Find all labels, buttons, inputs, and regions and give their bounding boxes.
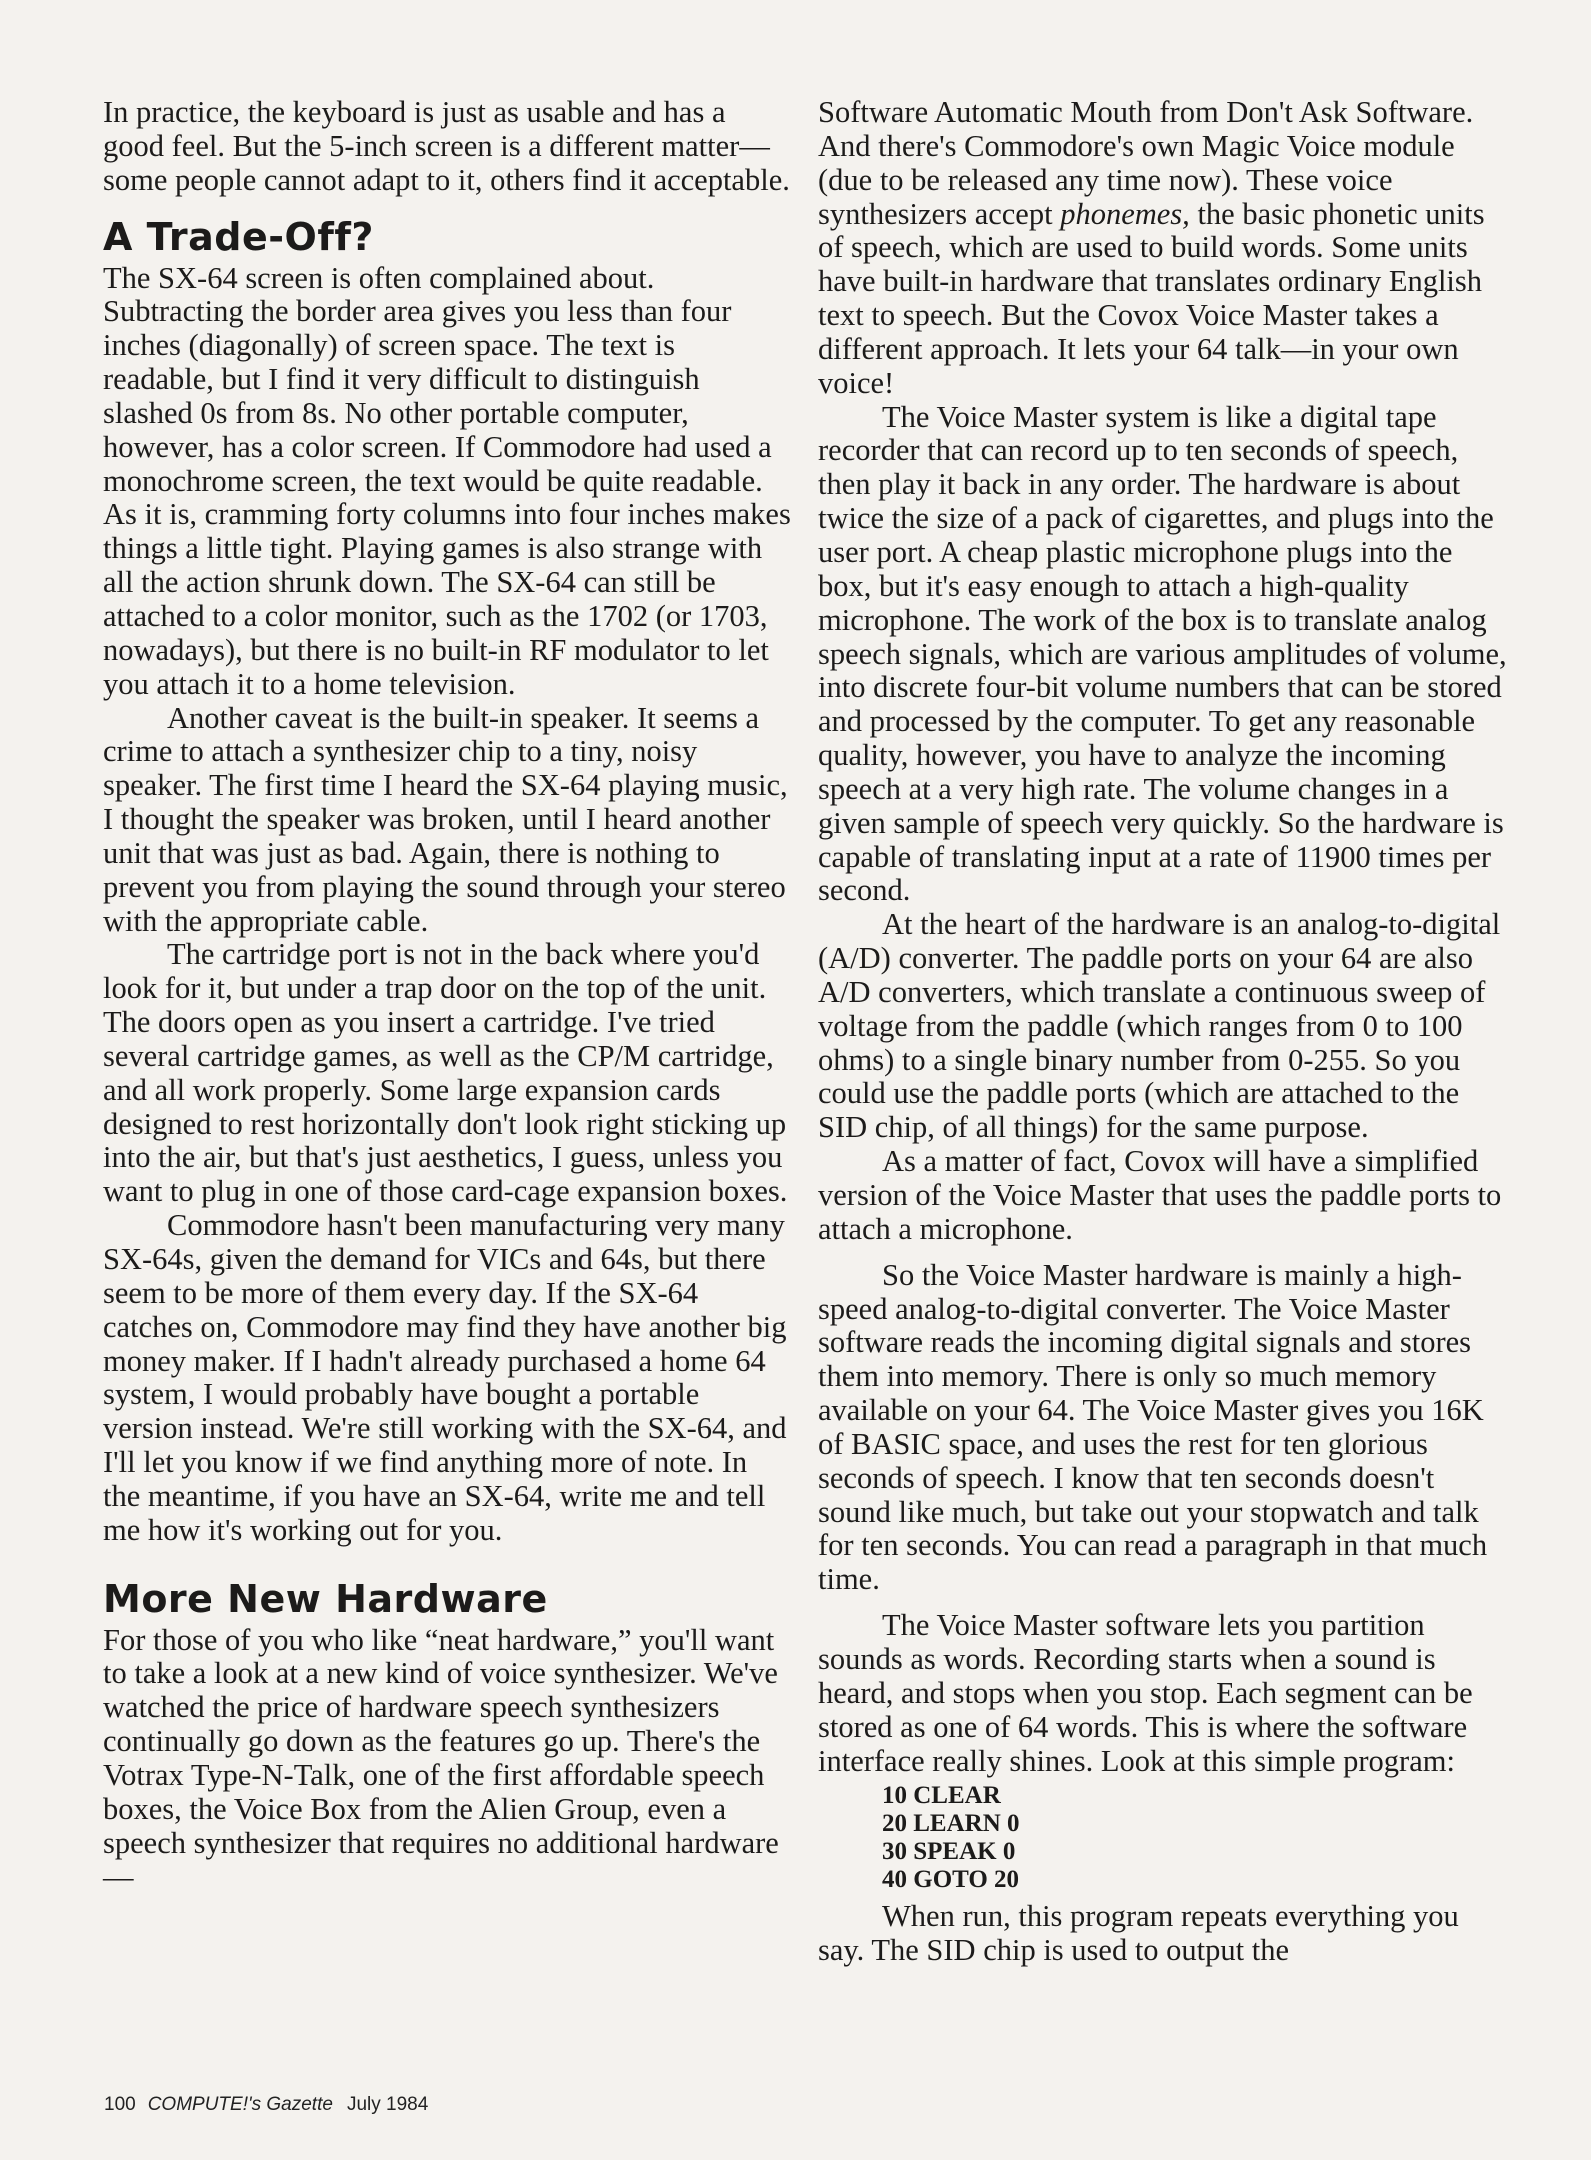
emphasis: phonemes, — [1060, 196, 1190, 231]
paragraph: The cartridge port is not in the back where you'd look for it, but under a trap door on the top of the unit. The doors open as you insert a cartridge. I've tried several cartridge games, as well as the CP/M cartridge, and all work properly. Some large expansion cards designed to rest horizontally don't look right sticking up into the air, but that's just aesthetics, I guess, unless you want to plug in one of those card-cage expansion boxes. — [103, 937, 788, 1209]
paragraph: The Voice Master system is like a digital tape recorder that can record up to ten seconds of speech, then play it back in any order. The hardware is about twice the size of a pack of cigarettes, and plugs into the user port. A cheap plastic microphone plugs into the box, but it's easy enough to attach a high-quality microphone. The work of the box is to translate analog speech signals, which are various amplitudes of volume, into discrete four-bit volume numbers that can be stored and processed by the computer. To get any reasonable quality, however, you have to analyze the incoming speech at a very high rate. The volume changes in a given sample of speech very quickly. So the hardware is capable of translating input at a rate of 11900 times per second. — [818, 399, 1507, 908]
paragraph: Software Automatic Mouth from Don't Ask Software. And there's Commodore's own Magic Voice module (due to be released any time now). These voice synthesizers accept phonemes, the basic phonetic units of speech, which are used to build words. Some units have built-in hardware that translates ordinary English text to speech. But the Covox Voice Master takes a different approach. It lets your 64 talk—in your own voice! — [818, 95, 1485, 400]
section-heading-trade-off: A Trade-Off? — [103, 214, 374, 259]
section-heading-more-new-hardware: More New Hardware — [103, 1576, 548, 1621]
paragraph: So the Voice Master hardware is mainly a high-speed analog-to-digital converter. The Voice Master software reads the incoming digital signals and stores them into memory. There is only so much memory available on your 64. The Voice Master gives you 16K of BASIC space, and uses the rest for ten glorious seconds of speech. I know that ten seconds doesn't sound like much, but take out your stopwatch and talk for ten seconds. You can read a paragraph in that much time. — [818, 1257, 1488, 1597]
paragraph: For those of you who like “neat hardware,” you'll want to take a look at a new kind of voice synthesizer. We've watched the price of hardware speech synthesizers continually go down as the features go up. There's the Votrax Type-N-Talk, one of the first affordable speech boxes, the Voice Box from the Alien Group, even a speech synthesizer that requires no additional hardware— — [103, 1622, 779, 1894]
paragraph: The SX-64 screen is often complained about. Subtracting the border area gives you less than four inches (diagonally) of screen space. The text is readable, but I find it very difficult to distinguish slashed 0s from 8s. No other portable computer, however, has a color screen. If Commodore had used a monochrome screen, the text would be quite readable. As it is, cramming forty columns into four inches makes things a little tight. Playing games is also strange with all the action shrunk down. The SX-64 can still be attached to a color monitor, such as the 1702 (or 1703, nowadays), but there is no built-in RF modulator to let you attach it to a home television. — [103, 260, 791, 701]
code-line: 40 GOTO 20 — [882, 1866, 1020, 1894]
code-line: 10 CLEAR — [882, 1782, 1001, 1810]
paragraph: Commodore hasn't been manufacturing very many SX-64s, given the demand for VICs and 64s, but there seem to be more of them every day. If the SX-64 catches on, Commodore may find they have another big money maker. If I hadn't already purchased a home 64 system, I would probably have bought a portable version instead. We're still working with the SX-64, and I'll let you know if we find anything more of note. In the meantime, if you have an SX-64, write me and tell me how it's working out for you. — [103, 1208, 787, 1547]
magazine-title: COMPUTE!'s Gazette — [147, 2094, 333, 2115]
code-line: 30 SPEAK 0 — [882, 1838, 1016, 1866]
paragraph: Another caveat is the built-in speaker. It seems a crime to attach a synthesizer chip to a tiny, noisy speaker. The first time I heard the SX-64 playing music, I thought the speaker was broken, until I heard another unit that was just as bad. Again, there is nothing to prevent you from playing the sound through your stereo with the appropriate cable. — [103, 700, 788, 938]
code-listing — [882, 1782, 1508, 1894]
left-column — [103, 96, 791, 1894]
paragraph: The Voice Master software lets you partition sounds as words. Recording starts when a sound is heard, and stops when you stop. Each segment can be stored as one of 64 words. This is where the software interface really shines. Look at this simple program: — [818, 1608, 1473, 1778]
issue-date: July 1984 — [346, 2094, 429, 2115]
code-line: 20 LEARN 0 — [882, 1810, 1020, 1838]
paragraph: In practice, the keyboard is just as usable and has a good feel. But the 5-inch screen is a different matter—some people cannot adapt to it, others find it acceptable. — [103, 95, 790, 197]
paragraph: As a matter of fact, Covox will have a simplified version of the Voice Master that uses the paddle ports to attach a microphone. — [818, 1144, 1502, 1246]
page-footer — [104, 2094, 428, 2116]
paragraph: At the heart of the hardware is an analog-to-digital (A/D) converter. The paddle ports on your 64 are also A/D converters, which translate a continuous sweep of voltage from the paddle (which ranges from 0 to 100 ohms) to a single binary number from 0-255. So you could use the paddle ports (which are attached to the SID chip, of all things) for the same purpose. — [818, 907, 1501, 1145]
page-number: 100 — [104, 2094, 136, 2115]
right-column — [818, 96, 1508, 1968]
paragraph: When run, this program repeats everything you say. The SID chip is used to output the — [818, 1899, 1459, 1968]
